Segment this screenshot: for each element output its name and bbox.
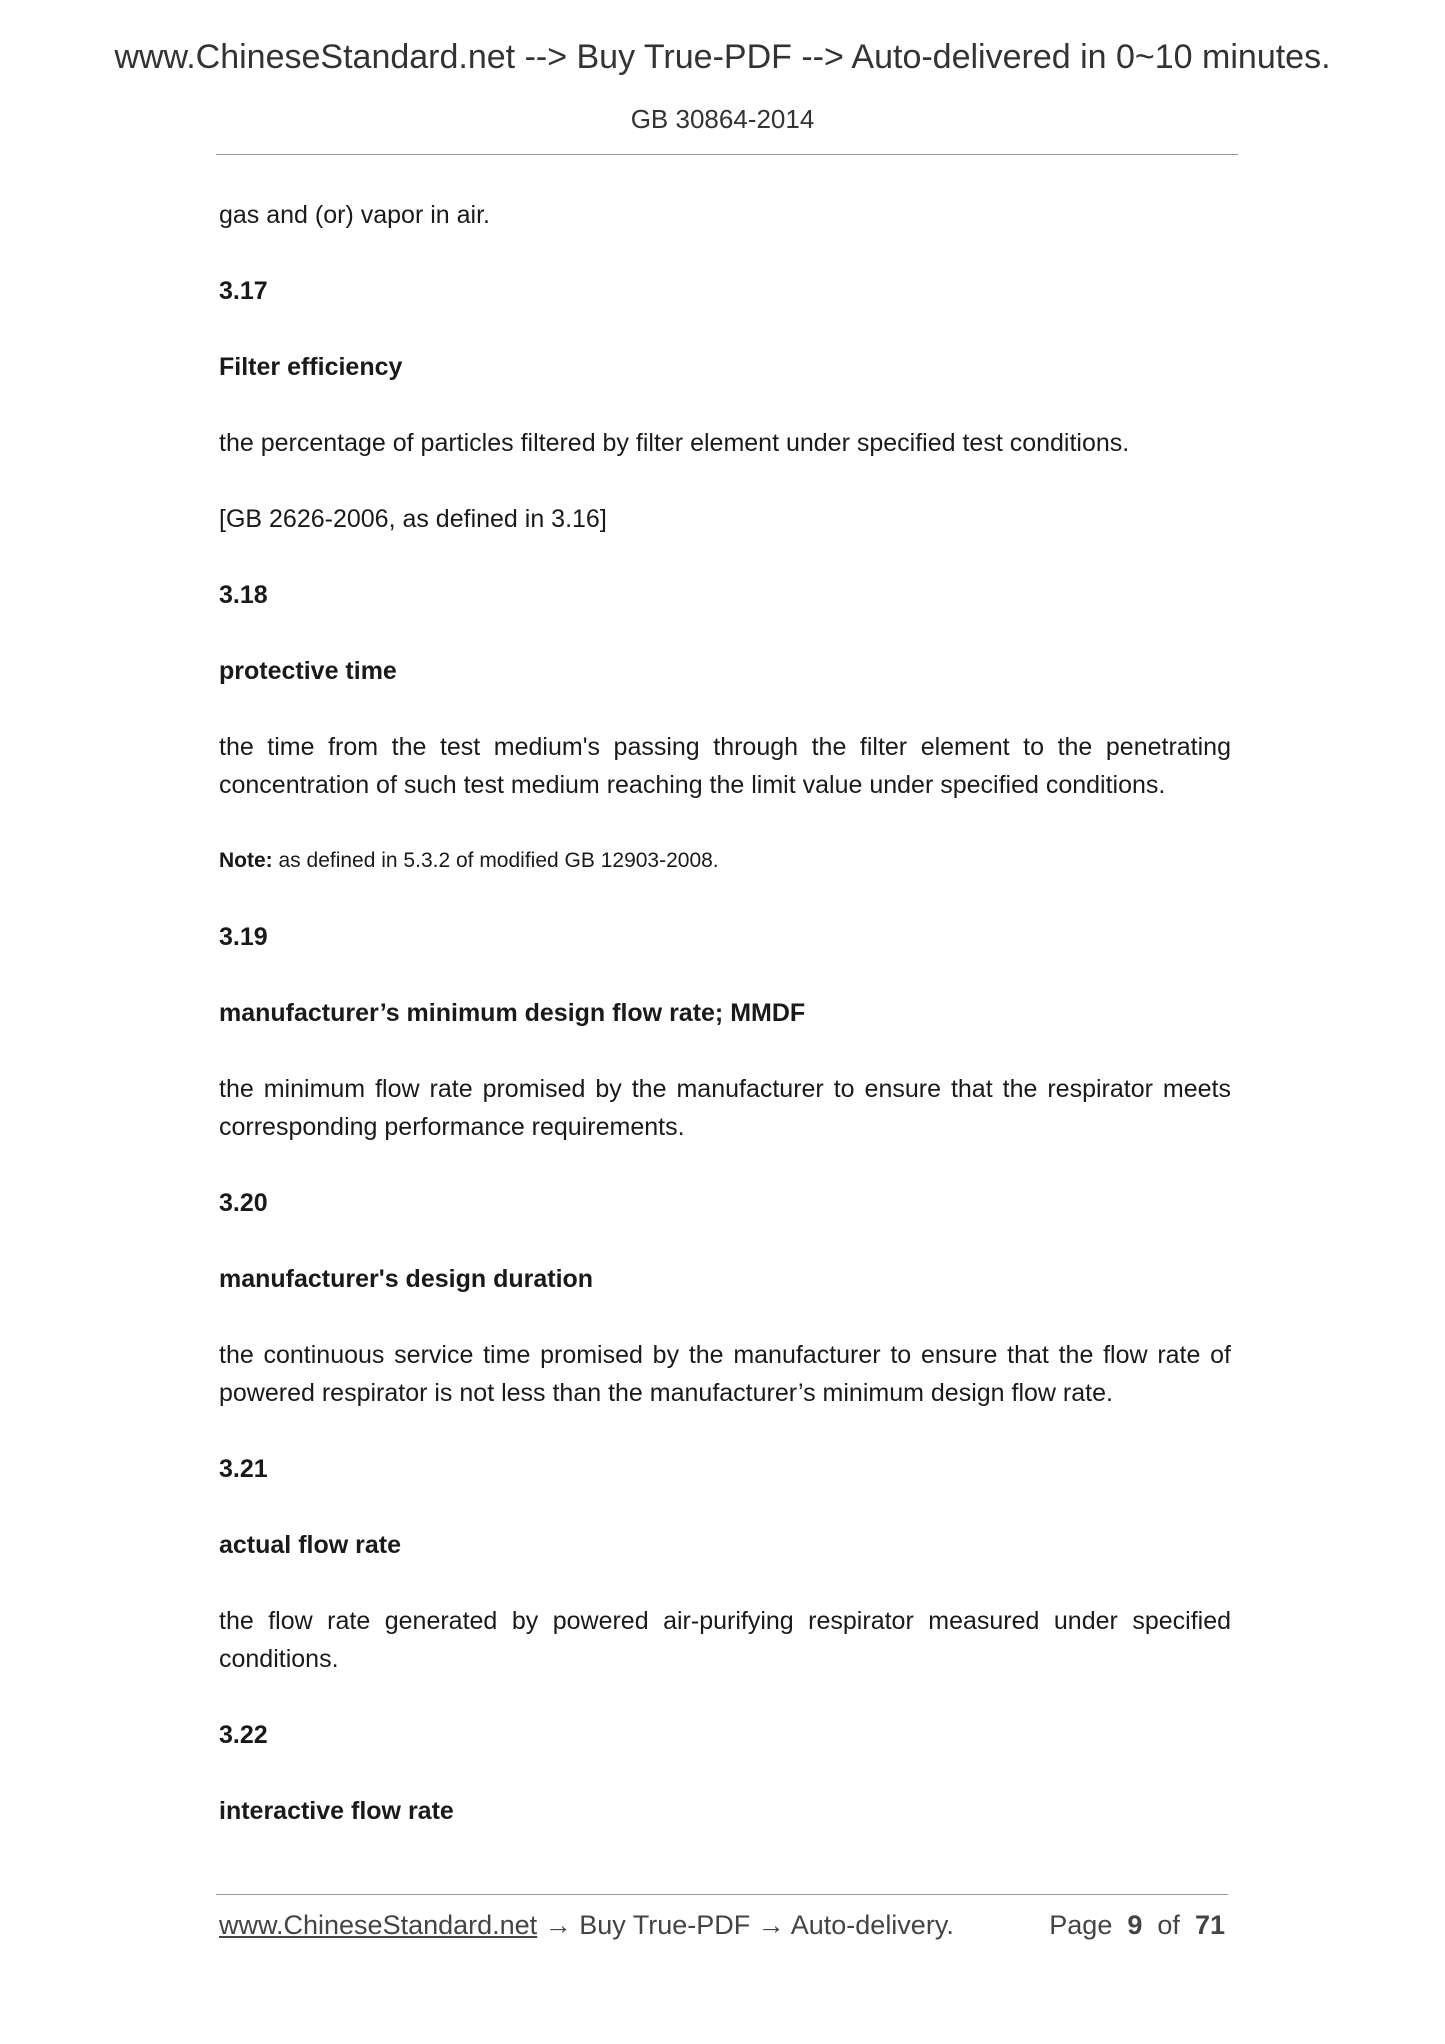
clause-number-3-17: 3.17 [219, 277, 268, 305]
term-actual-flow-rate: actual flow rate [219, 1531, 401, 1559]
page-indicator [1049, 1910, 1225, 1941]
note-text: as defined in 5.3.2 of modified GB 12903-2008. [272, 849, 719, 872]
total-pages-number: 71 [1194, 1910, 1225, 1940]
note-3-18 [219, 842, 1231, 880]
term-interactive-flow-rate: interactive flow rate [219, 1797, 454, 1825]
note-label: Note: [219, 849, 273, 872]
clause-number-3-18: 3.18 [219, 581, 268, 609]
clause-number-3-19: 3.19 [219, 923, 268, 951]
definition-3-20: the continuous service time promised by the manufacturer to ensure that the flow rate of powered respirator is not less than the manufacturer’s minimum design flow rate. [219, 1341, 1231, 1407]
footer-site-link[interactable]: www.ChineseStandard.net [219, 1910, 538, 1940]
term-protective-time: protective time [219, 657, 397, 685]
current-page-number: 9 [1127, 1910, 1143, 1940]
definition-3-17: the percentage of particles filtered by filter element under specified test conditions. [219, 429, 1130, 457]
term-filter-efficiency: Filter efficiency [219, 353, 403, 381]
definition-3-19: the minimum flow rate promised by the manufacturer to ensure that the respirator meets corresponding performance requirements. [219, 1075, 1231, 1141]
definition-3-18: the time from the test medium's passing through the filter element to the penetrating concentration of such test medium reaching the limit value under specified conditions. [219, 733, 1231, 799]
definition-3-21: the flow rate generated by powered air-purifying respirator measured under specified conditions. [219, 1607, 1231, 1673]
of-label: of [1157, 1910, 1180, 1940]
page-footer [219, 1910, 1225, 1950]
term-design-duration: manufacturer's design duration [219, 1265, 594, 1293]
page-label: Page [1049, 1910, 1113, 1940]
document-code: GB 30864-2014 [630, 104, 815, 134]
clause-number-3-20: 3.20 [219, 1189, 268, 1217]
continuation-text: gas and (or) vapor in air. [219, 201, 490, 229]
clause-number-3-22: 3.22 [219, 1721, 268, 1749]
page-content [219, 196, 1231, 1868]
footer-left [219, 1910, 954, 1941]
footer-tagline: → Buy True-PDF → Auto-delivery. [537, 1910, 954, 1940]
header-banner: www.ChineseStandard.net --> Buy True-PDF --> Auto-delivered in 0~10 minutes. [114, 38, 1331, 76]
term-mmdf: manufacturer’s minimum design flow rate; MMDF [219, 999, 806, 1027]
clause-number-3-21: 3.21 [219, 1455, 268, 1483]
footer-divider [216, 1894, 1228, 1895]
header-divider [216, 154, 1238, 155]
reference-3-17: [GB 2626-2006, as defined in 3.16] [219, 505, 607, 533]
